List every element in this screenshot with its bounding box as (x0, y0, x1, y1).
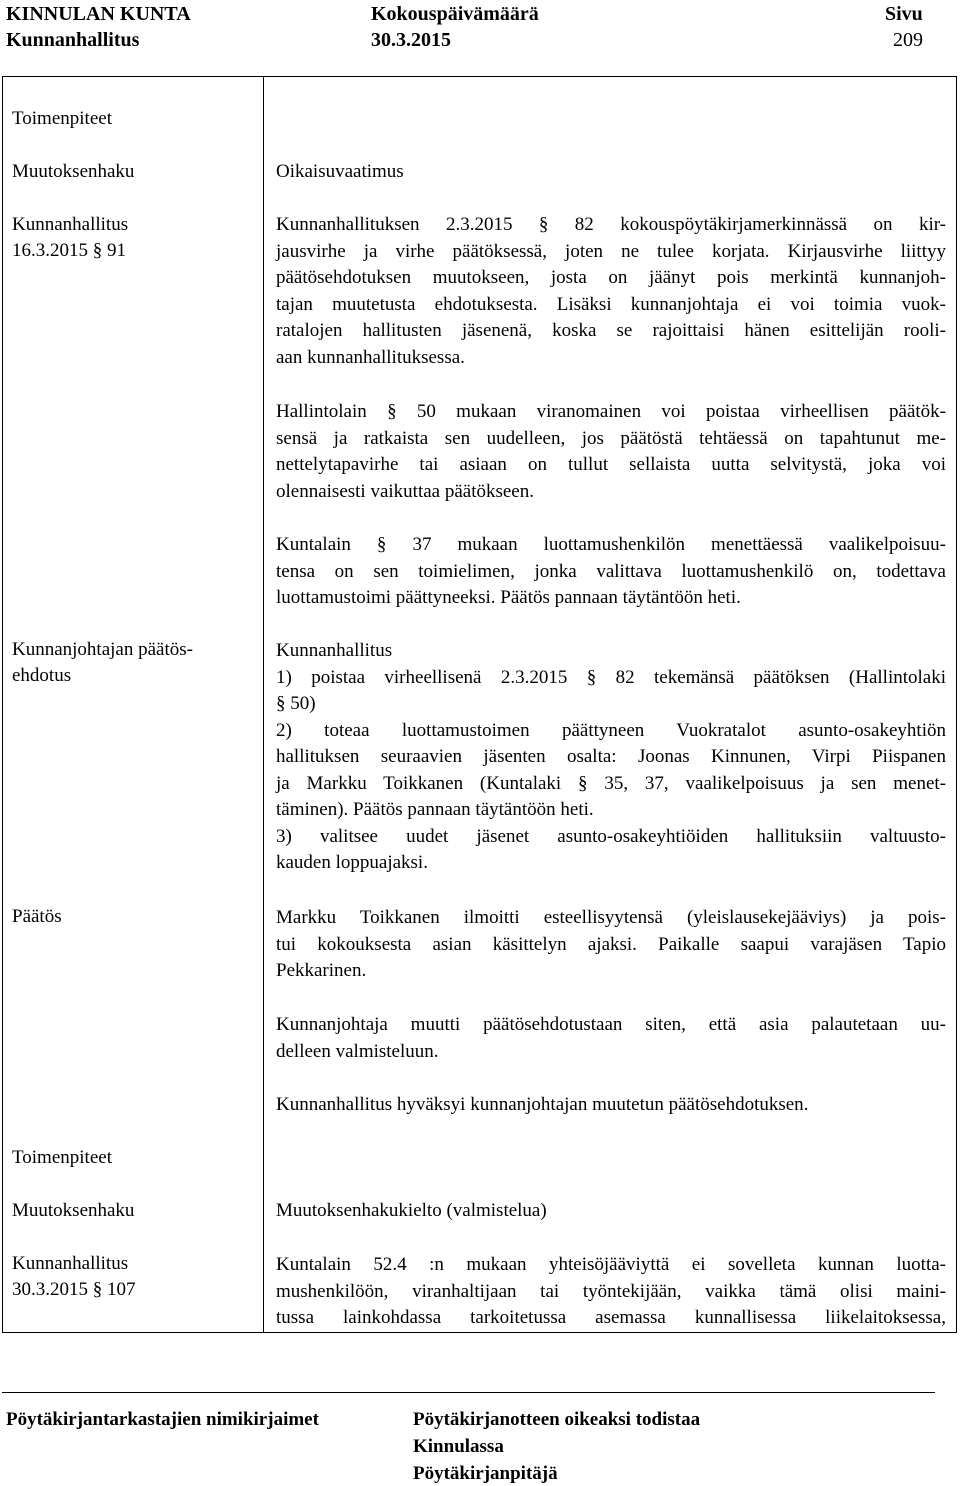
text-line: luottamustoimi päättyneeksi. Päätös pannaan täytäntöön heti. (276, 587, 741, 608)
text-line: päätösehdotuksen muutokseen, josta on jäänyt pois merkintä kunnanjoh- (276, 267, 946, 288)
paragraph-kuntalaki (276, 532, 946, 612)
text-line: aan kunnanhallituksessa. (276, 346, 465, 368)
date-label: Kokouspäivämäärä (371, 3, 539, 25)
table-right-border (956, 76, 957, 1332)
text-line: Kunnanjohtaja muutti päätösehdotustaan siten, että asia palautetaan uu- (276, 1014, 946, 1035)
text-line: Kunnanhallitus hyväksyi kunnanjohtajan muutetun päätösehdotuksen. (276, 1094, 809, 1115)
text-line: tussa lainkohdassa tarkoitetussa asemassa kunnallisessa liikelaitoksessa, (276, 1307, 946, 1328)
text-line: kauden loppuajaksi. (276, 852, 428, 873)
paragraph-correction (276, 212, 946, 371)
decision-paragraph-3 (276, 1092, 946, 1119)
table-top-border (2, 76, 957, 77)
body-name: Kunnanhallitus (6, 29, 140, 51)
footer-rule (2, 1392, 935, 1393)
text-line: sensä ja ratkaista sen uudelleen, jos päätöstä tehtäessä on tapahtunut me- (276, 427, 946, 449)
text-line: Hallintolain § 50 mukaan viranomainen voi poistaa virheellisen päätök- (276, 401, 946, 422)
text-line: mushenkilöön, viranhaltijaan tai työntekijään, vaikka tämä olisi maini- (276, 1280, 946, 1302)
text-line: ratalojen hallitusten jäsenenä, koska se rajoittaisi hänen esittelijän rooli- (276, 320, 946, 341)
left-kunnanhallitus-1: Kunnanhallitus (12, 214, 129, 235)
text-line: ja Markku Toikkanen (Kuntalaki § 35, 37, vaalikelpoisuus ja sen menet- (276, 772, 946, 794)
footer-keeper-label: Pöytäkirjanpitäjä (413, 1463, 558, 1484)
decision-paragraph-1 (276, 905, 946, 985)
text-line: delleen valmisteluun. (276, 1040, 439, 1062)
text-line: Kuntalain 52.4 :n mukaan yhteisöjääviyttä ei sovelleta kunnan luotta- (276, 1254, 946, 1275)
text-line: tensa on sen toimielimen, jonka valittava luottamushenkilö on, todettava (276, 560, 946, 582)
text-line: Kuntalain § 37 mukaan luottamushenkilön menettäessä vaalikelpoisuu- (276, 534, 946, 555)
meeting-date: 30.3.2015 (371, 29, 451, 51)
left-kh-reference-2: 30.3.2015 § 107 (12, 1279, 136, 1300)
paragraph-hallintolaki (276, 399, 946, 505)
page-label: Sivu (885, 3, 923, 25)
text-line: hallituksen seuraavien jäsenten osalta: Joonas Kinnunen, Virpi Piispanen (276, 746, 946, 767)
heading-appeal-prohibition: Muutoksenhakukielto (valmistelua) (276, 1200, 547, 1221)
text-line: Pekkarinen. (276, 960, 367, 981)
municipality-name: KINNULAN KUNTA (6, 3, 191, 25)
left-kh-reference-1: 16.3.2015 § 91 (12, 240, 126, 261)
proposal-text (276, 638, 946, 877)
text-line: Kunnanhallitus (276, 640, 393, 661)
text-line: täminen). Päätös pannaan täytäntöön heti. (276, 799, 594, 820)
table-column-divider (263, 76, 264, 1332)
text-line: jausvirhe ja virhe päätöksessä, joten ne tulee korjata. Kirjausvirhe liittyy (276, 240, 946, 262)
text-line: § 50) (276, 693, 316, 714)
text-line: nettelytapavirhe tai asiaan on tullut sellaista uutta selvitystä, joka voi (276, 454, 946, 475)
left-toimenpiteet-1: Toimenpiteet (12, 108, 112, 129)
heading-oikaisuvaatimus: Oikaisuvaatimus (276, 161, 404, 182)
left-muutoksenhaku-2: Muutoksenhaku (12, 1200, 135, 1221)
left-toimenpiteet-2: Toimenpiteet (12, 1147, 112, 1168)
text-line: 3) valitsee uudet jäsenet asunto-osakeyhtiöiden hallituksiin valtuusto- (276, 825, 946, 847)
text-line: 2) toteaa luottamustoimen päättyneen Vuokratalot asunto-osakeyhtiön (276, 719, 946, 741)
footer-place: Kinnulassa (413, 1436, 504, 1457)
text-line: tajan muutetusta ehdotuksesta. Lisäksi kunnanjohtaja ei voi toimia vuok- (276, 293, 946, 315)
left-kunnanhallitus-2: Kunnanhallitus (12, 1253, 129, 1274)
left-proposal-label-1: Kunnanjohtajan päätös- (12, 639, 193, 660)
page-number: 209 (893, 29, 923, 51)
left-proposal-label-2: ehdotus (12, 665, 72, 686)
text-line: 1) poistaa virheellisenä 2.3.2015 § 82 tekemänsä päätöksen (Hallintolaki (276, 666, 946, 688)
footer-certify-label: Pöytäkirjanotteen oikeaksi todistaa (413, 1409, 701, 1430)
table-bottom-border (2, 1332, 957, 1333)
text-line: tui kokouksesta asian käsittelyn ajaksi. Paikalle saapui varajäsen Tapio (276, 933, 946, 955)
text-line: olennaisesti vaikuttaa päätökseen. (276, 480, 534, 502)
text-line: Markku Toikkanen ilmoitti esteellisyytensä (yleislausekejääviys) ja pois- (276, 907, 946, 928)
footer-checkers-label: Pöytäkirjantarkastajien nimikirjaimet (6, 1409, 319, 1430)
decision-paragraph-2 (276, 1012, 946, 1065)
appeal-paragraph (276, 1252, 946, 1332)
left-decision-label: Päätös (12, 906, 62, 927)
table-left-border (2, 76, 3, 1332)
text-line: Kunnanhallituksen 2.3.2015 § 82 kokouspöytäkirjamerkinnässä on kir- (276, 214, 946, 235)
left-muutoksenhaku-1: Muutoksenhaku (12, 161, 135, 182)
